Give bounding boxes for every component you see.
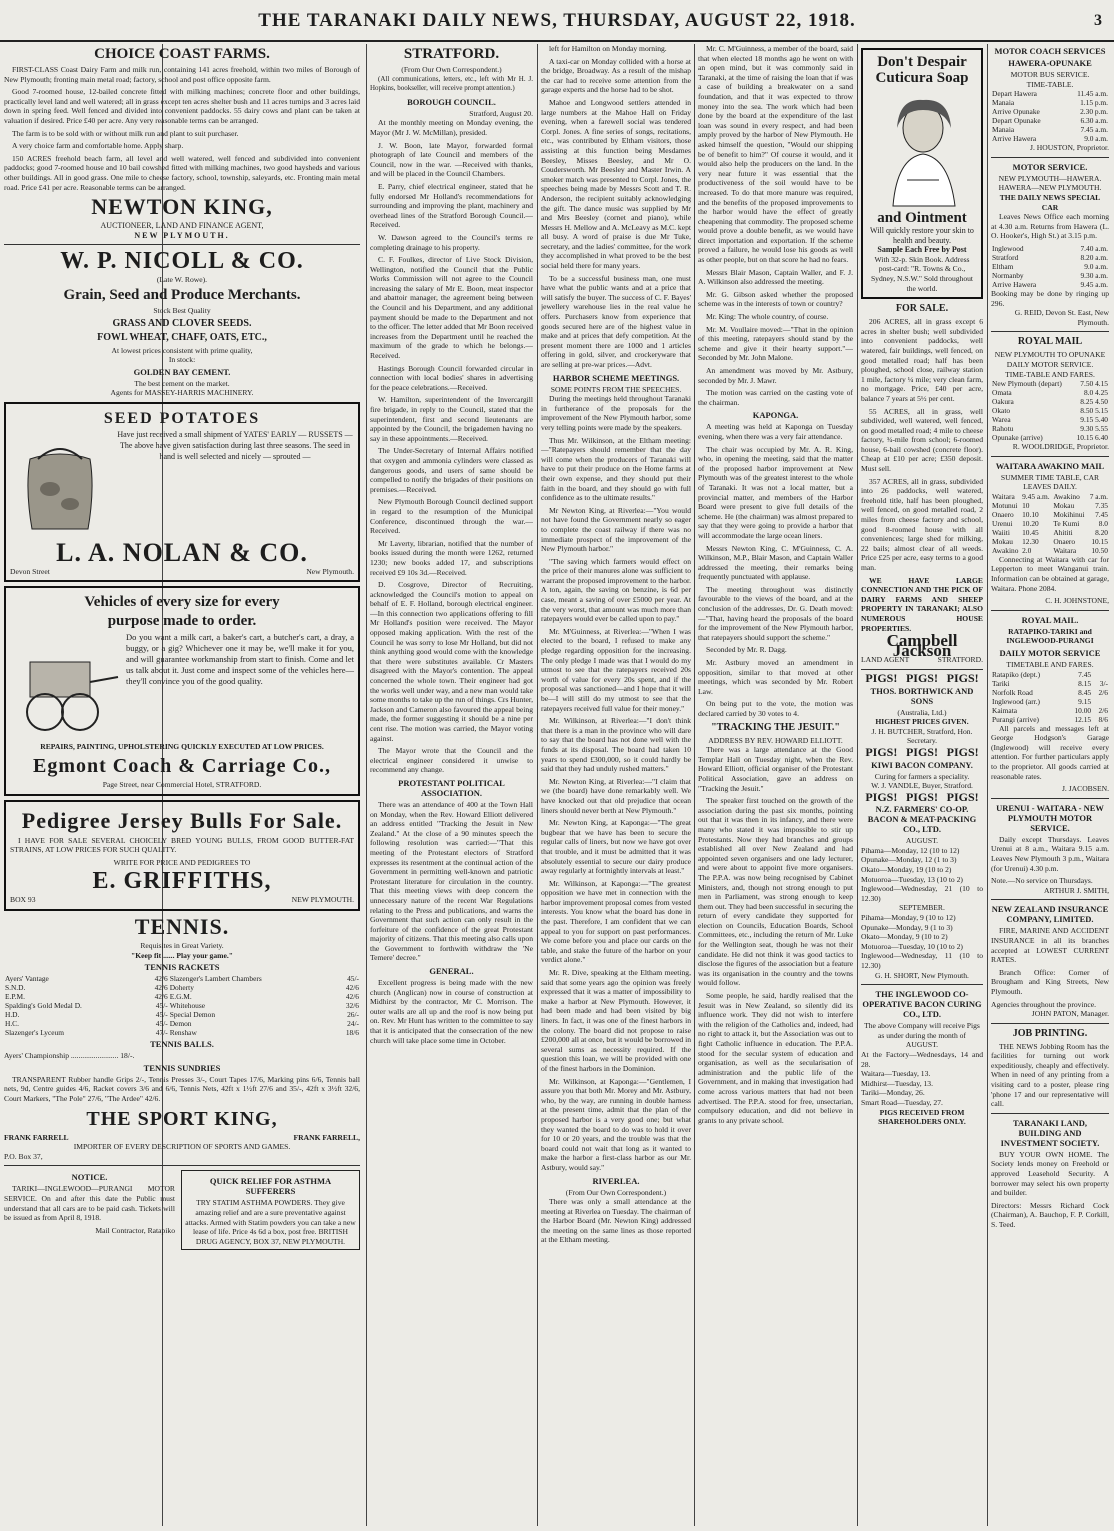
page-number: 3	[1094, 12, 1102, 29]
daily-tt: TIMETABLE AND FARES.	[1006, 660, 1094, 670]
royal-mail-2-heading: ROYAL MAIL.	[1021, 614, 1079, 625]
sport-sub: IMPORTER OF EVERY DESCRIPTION OF SPORTS AND GAMES.	[73, 1142, 291, 1152]
table-row: Okato 8.50 5.15	[992, 406, 1108, 416]
kiwi-sign: W. J. VANDLE, Buyer, Stratford.	[871, 781, 973, 791]
pigs-text: PIGS!	[946, 670, 979, 685]
table-row: Kaimata 10.00 2/6	[992, 705, 1108, 715]
nps-table	[991, 244, 1109, 289]
table-row: Purangi (arrive) 12.15 8/6	[992, 714, 1108, 724]
paragraph: Mr. M. Voullaire moved:—"That in the opinion of this meeting, ratepayers should stand by the scheme and give it their hearty support."—Seconded by Mr. John Malone.	[698, 324, 853, 363]
paragraph: Good 7-roomed house, 12-bailed concrete fitted with milking machines; concrete floor and other buildings, practically level land and well watered; all in grass except ten acres shelter bush and 11 acres turnips and 3 acres laid down in spring feed. Well fenced and divided into convenient paddocks. 55 dairy cows and plant can be taken at valuation if desired. Price £40 per acre. Any very reasonable terms can be arranged.	[4, 87, 360, 125]
job-body: THE NEWS Jobbing Room has the facilities for turning out work expeditiously, cheaply and effectively. When in need of any printing from a visiting card to a poster, please ring 'phone 17 and our representative will call.	[991, 1041, 1109, 1109]
paragraph: To be a successful business man, one must have what the public wants and at a price that will satisfy the buyer. The success of C. F. Bayes' jewellery warehouse lies in the real value he offers. Purchasers know from experience that goods secured here are of the highest value in make and at prices that defy competition. At the present moment there are 1000 and 1 articles offering in gold, silver, and crockeryware that are selling at pre-war prices.—Advt.	[541, 273, 691, 369]
borthwick-sub: (Australia, Ltd.)	[897, 707, 947, 717]
jersey-heading: Pedigree Jersey Bulls For Sale.	[21, 807, 343, 833]
table-row: Manaia 7.45 a.m.	[992, 125, 1108, 135]
urenui-heading: URENUI - WAITARA - NEW PLYMOUTH MOTOR SERVICE.	[996, 802, 1104, 833]
hawera-sign: J. HOUSTON, Proprietor.	[1030, 143, 1109, 153]
cuticura-heading: Don't Despair Cuticura Soap	[875, 54, 969, 86]
divider	[861, 669, 983, 670]
vehicles-repairs: REPAIRS, PAINTING, UPHOLSTERING QUICKLY EXECUTED AT LOW PRICES.	[40, 742, 324, 752]
tennis-rackets-heading: TENNIS RACKETS	[144, 962, 220, 973]
table-row: Inglewood (arr.) 9.15	[992, 696, 1092, 706]
paragraph: Mr. Astbury moved an amendment in opposition, similar to that moved at other meetings, which was seconded by Mr. Robert Law.	[698, 658, 853, 696]
paragraph: The Under-Secretary of Internal Affairs notified that oxygen and ammonia cylinders were classed as dangerous goods, and users of same should be compelled to notify the brigades of their positions on premises.—Received.	[370, 446, 533, 494]
paragraph: New Plymouth Borough Council declined support in regard to the resumption of the Municipal Conference, discontinued through the war.—Received.	[370, 497, 533, 536]
table-row: Rahotu 9.30 5.55	[992, 424, 1108, 434]
pigs-text: PIGS!	[865, 744, 898, 759]
table-row: Spalding's Gold Medal D. 45/- Whitehouse 32/6	[5, 1001, 359, 1011]
motor-coach-heading: MOTOR COACH SERVICES	[994, 46, 1106, 56]
nz-farmers-heading: N.Z. FARMERS' CO-OP. BACON & MEAT-PACKING CO., LTD.	[867, 804, 977, 835]
campbell-left: LAND AGENT	[861, 655, 910, 665]
urenui-body: Daily except Thursdays. Leaves Urenui at 8 a.m., Waitara 9.15 a.m. Leaves New Plymouth 3 p.m., Waitara (for Urenui) 4.30 p.m.	[991, 834, 1109, 873]
job-printing-heading: JOB PRINTING.	[1012, 1027, 1088, 1039]
pigs-banner	[861, 744, 983, 759]
divider	[991, 899, 1109, 900]
borthwick-heading: THOS. BORTHWICK AND SONS	[870, 685, 974, 706]
egmont-address: Page Street, near Commercial Hotel, STRATFORD.	[102, 780, 262, 790]
hawera-tt: TIME-TABLE.	[1026, 79, 1074, 89]
newspaper-title: THE TARANAKI DAILY NEWS, THURSDAY, AUGUST 22, 1918.	[258, 10, 856, 31]
tennis-sundries-heading: TENNIS SUNDRIES	[143, 1062, 221, 1073]
divider	[991, 331, 1109, 332]
riverlea-heading: RIVERLEA.	[592, 1175, 640, 1186]
newton-king-name: NEWTON KING,	[91, 194, 273, 220]
inglewood-schedule: At the Factory—Wednesdays, 14 and 28. Waitara—Tuesday, 13. Midhirst—Tuesday, 13. Tariki—Monday, 26. Smart Road—Tuesday, 27.	[861, 1049, 983, 1107]
cuticura-address: With 32-p. Skin Book. Address post-card: "R. Towns & Co., Sydney, N.S.W." Sold throughout the world.	[870, 254, 974, 293]
asthma-body: TRY STATIM ASTHMA POWDERS. They give amazing relief and are a sure preventative against attacks. Armed with Statim powders you can take a new lease of life. Price 4s 6d a box, post free. BRITISH DRUG AGENCY, BOX 37, NEW PLYMOUTH.	[185, 1198, 356, 1246]
paragraph: 206 ACRES, all in grass except 6 acres in shelter bush; well subdivided into convenient paddocks, well watered, fair buildings, well fenced, on good metalled road; half has been ploughed, school close, railway station 1 mile, factory ¼ mile; very clean farm, no mortgage. Price, £40 per acre, balance 7 years at 5½ per cent.	[861, 317, 983, 403]
paragraph: 55 ACRES, all in grass, well subdivided, well watered, well fenced, on good metalled road; 4 mile to cheese factory, ¾-mile from school; 6-roomed house, 6-bail cowshed (concrete floor). Cheap at £10 per acre; £350 deposit. Must sell.	[861, 406, 983, 474]
table-row: Inglewood 7.40 a.m.	[992, 243, 1108, 253]
griffiths-box: BOX 93	[10, 895, 36, 905]
paragraph: An amendment was moved by Mr. Astbury, seconded by Mr. J. Mawr.	[698, 366, 853, 385]
table-row: Depart Opunake 6.30 a.m.	[992, 116, 1108, 126]
paragraph: Hastings Borough Council forwarded circular in connection with local bodies' shares in advertising for the peace celebrations.—Received.	[370, 363, 533, 392]
paragraph: (All communications, letters, etc., left with Mr H. J. Hopkins, bookseller, will receive prompt attention.)	[370, 74, 533, 93]
asthma-heading: QUICK RELIEF FOR ASTHMA SUFFERERS	[209, 1176, 332, 1197]
paragraph: J. W. Boon, late Mayor, forwarded formal photograph of late Council and members of the Council, now in the war. —Received with thanks, and will be placed in the Council Chambers.	[370, 140, 533, 179]
paragraph: Mahoe and Longwood settlers attended in large numbers at the Mahoe Hall on Friday evening, when a farewell social was tendered Corpl. Jones. A fine series of songs, recitations, etc., was contributed by Eltham visitors, those assisting at this function being Mesdames Beesley, Misses Beesley, and Mr O. Coudersworth. Mr Beesley and Master Irwin. A smoker match was presented to Corpl. Jones, the speeches being made by Messrs Scott and T. R. Anderson, the recipient suitably acknowledging the gift. The dance music was supplied by Mr and Mrs Beesley (cornet and piano), while Messrs H. Mellow and A. McLeavy as M.C. kept all busy. A word of praise is due Mr Tuke, secretary, and the ladies' committee, for the work they accomplished in what proved to be the best social held there for many years.	[541, 97, 691, 271]
jesuit-heading: "TRACKING THE JESUIT."	[711, 721, 840, 733]
divider	[991, 1113, 1109, 1114]
table-row: H.D. 45/- Special Demon 26/-	[5, 1010, 359, 1020]
paragraph: A taxi-car on Monday collided with a horse at the bridge, Broadway. As a result of the mishap the car had to receive some attention from the garage experts and the horse had to be shot.	[541, 56, 691, 95]
daily-motor-heading: DAILY MOTOR SERVICE	[999, 648, 1101, 659]
table-row: Arrive Hawera 9.45 a.m.	[992, 279, 1108, 289]
sport-left: FRANK FARRELL	[4, 1132, 69, 1142]
dateline: Stratford, August 20.	[469, 108, 533, 118]
paragraph: A meeting was held at Kaponga on Tuesday evening, when there was a very fair attendance.	[698, 422, 853, 441]
column-rule	[366, 44, 367, 1526]
nzi-sign: JOHN PATON, Manager.	[1031, 1009, 1109, 1019]
kiwi-body: Curing for farmers a speciality.	[874, 771, 970, 781]
land-body: BUY YOUR OWN HOME. The Society lends money on Freehold or approved Leasehold Security. A borrower may select his own property and builder.	[991, 1149, 1109, 1198]
kaponga-heading: KAPONGA.	[752, 410, 799, 421]
paragraph: During the meetings held throughout Taranaki in furtherance of the proposals for the improvement of the New Plymouth harbor, some very telling points were made by the speakers.	[541, 394, 691, 432]
nzi-agencies: Agencies throughout the province.	[991, 999, 1097, 1009]
paragraph: Mr. Newton King, at Riverlea:—"I claim that we (the board) have done remarkably well. We have knocked out that old prejudice that ocean liners should never berth at New Plymouth."	[541, 776, 691, 815]
table-row: H.C. 45/- Demon 24/-	[5, 1019, 359, 1029]
paragraph: Mr. G. Gibson asked whether the proposed scheme was in the interests of town or country?	[698, 289, 853, 309]
paragraph: Thus Mr. Wilkinson, at the Eltham meeting:—"Ratepayers should remember that the day will come when the producers of Taranaki will have to put their produce on the Home farms at their own expense, and they should put their faith in the board, and they should go with full confidence as to the ultimate results."	[541, 435, 691, 503]
table-row: Arrive Hawera 9.0 a.m.	[992, 134, 1108, 144]
inglewood-share: PIGS RECEIVED FROM SHAREHOLDERS ONLY.	[878, 1107, 966, 1127]
tennis-sundries-body: TRANSPARENT Rubber handle Grips 2/-, Tennis Presses 3/-, Court Tapes 17/6, Marking pins 6/6, Tennis ball nets, 9d, Centre guides 4/6, Racket covers 3/6 and 6/6, Tennis Nets, 42ft x 1½ft 27/6 and 35/-, 42ft x 3½ft 32/6, Court Markers, "The Pole" 27/6, "The Ardee" 42/6.	[4, 1074, 360, 1103]
table-row: Tariki 8.15 3/-	[992, 678, 1108, 688]
paragraph: Mr Newton King, at Riverlea:—"You would not have found the Government nearly so eager to complete the coast railway if there was no immediate prospect of the improvement of the New Plymouth harbor."	[541, 505, 691, 554]
nz-schedule-august: Pihama—Monday, 12 (10 to 12) Opunake—Monday, 12 (1 to 3) Okato—Monday, 19 (10 to 2) Motuoroa—Tuesday, 13 (10 to 2) Inglewood—Wednesday, 21 (10 to 12.30)	[861, 845, 983, 903]
paragraph: E. Parry, chief electrical engineer, stated that he fully endorsed Mr Holland's recommendations for surrounding and improving the plant, machinery and overhead lines of the Stratford Borough Council.—Received.	[370, 181, 533, 230]
nicoll-heading: Grain, Seed and Produce Merchants.	[63, 286, 301, 303]
jesuit-sub: ADDRESS BY REV. HOWARD ELLIOTT.	[708, 735, 843, 745]
column-rule	[857, 44, 858, 1526]
cuticura-body: Will quickly restore your skin to health and beauty.	[870, 226, 974, 245]
waitara-sign: C. H. JOHNSTONE,	[1045, 596, 1109, 606]
table-row: Onaero 10.10 Mokihinui 7.45	[992, 509, 1108, 519]
table-row: Depart Hawera 11.45 a.m.	[992, 89, 1108, 99]
paragraph: On being put to the vote, the motion was declared carried by 30 votes to 4.	[698, 699, 853, 718]
nzi-body: FIRE, MARINE AND ACCIDENT INSURANCE in all its branches accepted at LOWEST CURRENT RATES.	[991, 926, 1109, 965]
divider	[991, 798, 1109, 799]
pigs-banner	[861, 670, 983, 685]
harbor-sub: SOME POINTS FROM THE SPEECHES.	[550, 384, 682, 394]
royal-mail-heading: ROYAL MAIL	[1017, 336, 1083, 348]
column-rule	[694, 44, 695, 1526]
nicoll-price: At lowest prices consistent with prime quality,	[111, 345, 253, 355]
cuticura-ointment: and Ointment	[877, 210, 967, 226]
table-row: Eltham 9.0 a.m.	[992, 261, 1108, 271]
nicoll-late: (Late W. Rowe).	[156, 275, 208, 285]
nps-sub: NEW PLYMOUTH—HAWERA.	[998, 173, 1102, 183]
campbell-jackson-name: Campbell Jackson	[886, 631, 958, 660]
pigs-text: PIGS!	[865, 789, 898, 804]
hawera-heading: HAWERA-OPUNAKE	[1008, 58, 1092, 68]
nicoll-name: W. P. NICOLL & CO.	[60, 248, 304, 275]
pigs-text: PIGS!	[905, 744, 938, 759]
jersey-write: WRITE FOR PRICE AND PEDIGREES TO	[113, 857, 251, 867]
seed-heading: SEED POTATOES	[103, 409, 261, 427]
choice-farms-heading: CHOICE COAST FARMS.	[94, 46, 270, 62]
pigs-text: PIGS!	[946, 744, 979, 759]
table-row: Mokau 12.30 Onaero 10.15	[992, 536, 1108, 546]
newton-king-town: NEW PLYMOUTH.	[134, 230, 230, 240]
table-row: E.P.M. 42/6 E.G.M. 42/6	[5, 992, 359, 1002]
tennis-champ: Ayers' Championship ......................... 18/-.	[4, 1051, 135, 1061]
paragraph: Mr. King: The whole country, of course.	[706, 312, 829, 322]
waitara-table	[991, 492, 1109, 555]
paragraph: 357 ACRES, all in grass, subdivided into 26 paddocks, well watered, freehold title, half has been ploughed, well fenced, on good metalled road, 2 miles from cheese factory and school, good 8-roomed house with all conveniences; large shed for milking, 22 bails; almost clear of all weeds. Price £25 per acre, easy terms to a good man.	[861, 476, 983, 572]
borough-council-heading: BOROUGH COUNCIL.	[407, 96, 496, 107]
divider	[991, 456, 1109, 457]
paragraph: W. Dawson agreed to the Council's terms re completing drainage to his property.	[370, 232, 533, 252]
paragraph: The chair was occupied by Mr. A. R. King, who, in opening the meeting, said that the matter of the proposed harbor improvement at New Plymouth was of the greatest interest to the whole of Taranaki. It was not a local matter, but a provincial matter, and members of the Harbor Board were present to give full details of the scheme. He (the chairman) was almost prepared to say that they were going to provide a harbor that will accommodate the large ocean liners.	[698, 444, 853, 540]
paragraph: Some people, he said, hardly realised that the Jesuit was in New Zealand, so silently did its influence work. They did not wish to interfere with the religion of the Catholics and, indeed, had no right to attack it, but the Association was out to fight Catholic influence in education. The P.P.A. stood for the secular system of education and organisation, as well as the secularisation of administration and the public life of the Government, and in making that investigation had come across various matters that had not been advertised. The P.P.A. stood for free, unsectarian, compulsory education, and did not believe in grants to any private school.	[698, 991, 853, 1125]
protestant-heading: PROTESTANT POLITICAL ASSOCIATION.	[398, 777, 505, 798]
urenui-sign: ARTHUR J. SMITH,	[1044, 885, 1109, 895]
campbell-right: STRATFORD.	[937, 655, 983, 665]
column-5	[861, 44, 983, 1524]
paragraph: The motion was carried on the casting vote of the chairman.	[698, 388, 853, 407]
sport-king-heading: THE SPORT KING,	[86, 1107, 278, 1130]
divider	[861, 984, 983, 985]
table-row: Stratford 8.20 a.m.	[992, 252, 1108, 262]
sport-right: FRANK FARRELL,	[293, 1132, 360, 1142]
kiwi-heading: KIWI BACON COMPANY.	[871, 759, 973, 770]
nicoll-best: The best cement on the market.	[134, 378, 230, 388]
vehicles-body: Do you want a milk cart, a baker's cart, a butcher's cart, a dray, a buggy, or a gig? Whichever one it may be, we'll make it for you, and will guarantee workmanship from start to finish. Come and let us talk about it. Just come and inspect some of the vehicles here—they'll convince you of the good quality.	[126, 632, 354, 687]
table-row: Urenui 10.20 Te Kumi 8.0	[992, 518, 1108, 528]
column-3	[541, 44, 691, 1524]
borthwick-body: HIGHEST PRICES GIVEN.	[875, 717, 969, 727]
nz-insurance-heading: NEW ZEALAND INSURANCE COMPANY, LIMITED.	[991, 904, 1109, 925]
land-sign: Directors: Messrs Richard Cock (Chairman), A. Bauchop, F. P. Corkill, S. Teed.	[991, 1200, 1109, 1229]
masthead	[0, 0, 1114, 42]
egmont-name: Egmont Coach & Carriage Co.,	[33, 755, 331, 778]
ratapiko-table	[991, 670, 1109, 724]
paragraph: Mr. C. M'Guinness, a member of the board, said that when elected 18 months ago he went on with an open mind, but it was commonly said in Taranaki, at the time of raising the loan that if was a case of building a breakwater on a sand foundation, and that it was expected to throw money into the sea. The work which had been done by the board at the expenditure of the last loan was sound in every respect, and had been amply proved by the harbor of New Plymouth. He asked himself the question, "Would our shipping be of benefit to him?" Of course it would, and it would also help the producers on the land. In the very near future it was essential that the productiveness of the soil would have to be increased. To do that more manure was required, and the benefits of the proposed improvements to the harbor would have the effect of greatly cheapening that commodity. The proposed scheme would prove a double benefit, as we would have direct importation and exportation. If the scheme proved a failure, he would lose his goods as well as other people, but on that score he had no fears.	[698, 44, 853, 265]
paragraph: At the monthly meeting on Monday evening, the Mayor (Mr J. W. McMillan), presided.	[370, 118, 533, 137]
vehicles-heading: Vehicles of every size for every	[84, 594, 280, 611]
tennis-sub: Requisites in Great Variety.	[140, 941, 224, 951]
urenui-note: Note.—No service on Thursdays.	[991, 876, 1093, 886]
land-society-heading: TARANAKI LAND, BUILDING AND INVESTMENT SOCIETY.	[1000, 1117, 1100, 1148]
griffiths-name: E. GRIFFITHS,	[92, 868, 272, 895]
column-1b	[166, 44, 362, 1524]
nolan-name: L. A. NOLAN & CO.	[56, 537, 308, 567]
table-row: Waitara 9.45 a.m. Awakino 7 a.m.	[992, 491, 1108, 501]
nicoll-grass: GRASS AND CLOVER SEEDS.	[112, 317, 252, 329]
table-row: New Plymouth (depart) 7.50 4.15	[992, 379, 1108, 389]
table-row: Manaia 1.15 p.m.	[992, 98, 1108, 108]
nps-heading: MOTOR SERVICE.	[1012, 161, 1088, 172]
table-row: Warea 9.15 5.40	[992, 415, 1108, 425]
for-sale-heading: FOR SALE.	[895, 303, 949, 315]
waitara-sub: SUMMER TIME TABLE, CAR LEAVES DAILY.	[1000, 472, 1100, 492]
pigs-text: PIGS!	[865, 670, 898, 685]
table-row: Ratapiko (dept.) 7.45	[992, 669, 1092, 679]
paragraph: Mr. Newton King, at Kaponga:—"The great bugbear that we have has been to secure the regular calls of liners, but now we have got over that trouble, and it must be admitted that it was absolutely essential to secure our dairy produce away regularly at fortnightly intervals at least."	[541, 818, 691, 876]
hawera-table	[991, 89, 1109, 143]
tennis-balls-heading: TENNIS BALLS.	[150, 1039, 214, 1050]
paragraph: Messrs Blair Mason, Captain Waller, and F. J. A. Wilkinson also addressed the meeting.	[698, 267, 853, 287]
table-row: Oakura 8.25 4.50	[992, 397, 1108, 407]
divider	[991, 610, 1109, 611]
sport-box: P.O. Box 37,	[4, 1151, 43, 1161]
hawera-sub: MOTOR BUS SERVICE.	[1010, 70, 1090, 79]
table-row: Motunui 10 Mokau 7.35	[992, 500, 1108, 510]
royal-table	[991, 379, 1109, 442]
borthwick-agent: J. H. BUTCHER, Stratford, Hon. Secretary.	[871, 726, 973, 746]
table-row: Slazenger's Lyceum 47/- Renshaw 18/6	[5, 1028, 359, 1038]
waitara-heading: WAITARA AWAKINO MAIL	[995, 460, 1105, 471]
paragraph: There was an attendance of 400 at the Town Hall on Monday, when the Rev. Howard Elliott delivered an address entitled "Tracking the Jesuit in New Zealand." At the close of a 90 minutes speech the following resolution was carried:—"That this meeting of the Protestant electors of Stratford expresses its resentment at the continual action of the Government in permitting well-known and patriotic Protestant literature for circulation in the country. That this meeting views with deep concern the unnecessary nature of the recent War Regulations relating to the Press and publications, and warns the Government that such action can only result in the forfeiture of the confidence of the great Protestant majority of citizens. That this meeting also calls upon the Government to forthwith withdraw the 'Ne Temere' decree."	[370, 799, 533, 963]
inglewood-august: AUGUST.	[905, 1040, 939, 1050]
paragraph: 150 ACRES freehold beach farm, all level and well watered, well fenced and subdivided into convenient paddocks; good 7-roomed house and 10 bail cowshed fitted with milking machines, two good haysheds and various other buildings. All in good grass. One mile to cheese factory, school, township, saleyards, etc. Fronting main metal road. Price £41 per acre. Reasonable terms can be arranged.	[4, 153, 360, 192]
paragraph: left for Hamilton on Monday morning.	[549, 44, 667, 53]
jersey-body: I HAVE FOR SALE SEVERAL CHOICELY BRED YOUNG BULLS, FROM GOOD BUTTER-FAT STRAINS, AT LOW PRICES FOR SUCH QUALITY.	[10, 835, 354, 855]
column-4	[698, 44, 853, 1524]
seed-body: Have just received a small shipment of YATES' EARLY — RUSSETS — The above have given satisfaction during last three seasons. The seed in hand is well selected and nicely — sprouted —	[117, 429, 353, 461]
table-row: Opunake (arrive) 10.15 6.40	[992, 433, 1108, 443]
column-7	[991, 44, 1109, 1524]
paragraph: The Mayor wrote that the Council and the electrical engineer considered it unwise to recommend any change.	[370, 746, 533, 775]
paragraph: Mr. Wilkinson, at Kaponga:—"Gentlemen, I assure you that both Mr. Morey and Mr. Astbury, who, by the way, are running in double harness at the present time, admit that the plan of the proposed harbor is a very good one; but what they wanted the board to do was to hold it over for 10 or 20 years, and the trouble was that the board could not wait that long as it wanted to make the harbor a first-class harbor as our Mr. Astbury, would say."	[541, 1076, 691, 1172]
column-rule	[987, 44, 988, 1526]
nicoll-fowl: FOWL WHEAT, CHAFF, OATS, ETC.,	[97, 331, 267, 343]
royal-tt: TIME-TABLE AND FARES.	[1005, 369, 1095, 379]
nicoll-stock: Stock Best Quality	[153, 305, 211, 315]
inglewood-heading: THE INGLEWOOD CO-OPERATIVE BACON CURING CO., LTD.	[862, 989, 982, 1020]
ratapiko-body: All parcels and messages left at George Hodgson's Garage (Inglewood) will receive every attention. For further particulars apply to the proprietor. All goods carried at reasonable rates.	[991, 723, 1109, 781]
table-row: Normanby 9.30 a.m.	[992, 270, 1108, 280]
nolan-town: New Plymouth.	[306, 566, 354, 576]
paragraph: Excellent progress is being made with the new church (Anglican) now in course of construction at Midhirst by the contractor, Mr C. Morrison. The outer walls are all up and the roof is now being put on. Rev. Mr Hunt has written to the committee to say that it is anticipated that the consecration of the new church will take place some time in October.	[370, 978, 533, 1045]
paragraph: Mr. Wilkinson, at Kaponga:—"The greatest opposition we have met in connection with the harbor improvement proposal comes from vested interests. You know what the board has done in the past. Therefore, I am confident that we can appeal to you for support on past performances. We come before you and place our cards on the table, and stake the future of the harbor on your verdict alone."	[541, 878, 691, 965]
divider	[991, 1023, 1109, 1024]
paragraph: Mr Laverty, librarian, notified that the number of books issued during the month were 1262, returned 1230; new books added 17, and subscriptions received £9 10s 3d.—Received.	[370, 538, 533, 577]
table-row: Waiiti 10.45 Ahititi 8.20	[992, 527, 1108, 537]
newton-king-sub: AUCTIONEER, LAND AND FINANCE AGENT,	[100, 221, 264, 231]
nps-daily: THE DAILY NEWS SPECIAL CAR	[999, 192, 1101, 212]
column-rule	[537, 44, 538, 1526]
nps-sub2: HAWERA—NEW PLYMOUTH.	[998, 183, 1102, 193]
ratapiko-sign: J. JACOBSEN.	[1061, 784, 1109, 794]
pigs-text: PIGS!	[905, 670, 938, 685]
paragraph: Mr. M'Guinness, at Riverlea:—"When I was elected to the board, I refused to make any pledge regarding opposition for the increasing. The only pledge I made was that I would do my utmost to see that the ratepayers received 20s worth of value for every 20s spent, and if the proposal was sanctioned—and I hope that it will be—I will still do my utmost to see that the ratepayers received full value for their money."	[541, 626, 691, 713]
table-row: Arrive Opunake 2.30 p.m.	[992, 107, 1108, 117]
paragraph: Messrs Newton King, C. M'Guinness, C. A. Wilkinson, M.P., Blair Mason, and Captain Waller addressed the meeting, their remarks being frequently punctuated with applause.	[698, 543, 853, 582]
tennis-heading: TENNIS.	[134, 914, 230, 940]
divider	[991, 157, 1109, 158]
notice-sign: Mail Contractor, Ratapiko	[95, 1225, 175, 1235]
general-heading: GENERAL.	[429, 966, 474, 977]
vehicles-heading-2: purpose made to order.	[107, 613, 257, 630]
paragraph: The farm is to be sold with or without milk run and plant to suit purchaser.	[12, 128, 239, 138]
nps-body: Leaves News Office each morning at 4.30 a.m. Returns from Hawera (L. O. Hooker's, High St.) at 3.15 p.m.	[991, 212, 1109, 241]
nicoll-agents: Agents for MASSEY-HARRIS MACHINERY.	[110, 388, 254, 398]
cuticura-ad	[861, 48, 983, 299]
paragraph: Mr. R. Dive, speaking at the Eltham meeting, said that some years ago the opinion was freely expressed that it was a matter of impossibility to make a harbor at New Plymouth. However, it had been made and had been visited by big liners. In fact, it was one of the finest harbors in the colony. The board did not propose to raise £200,000 all at once, but it would be borrowed in several sums as necessity required. If the question this loan, we will be provided with one of the finest harbors in the Dominion.	[541, 968, 691, 1073]
ratapiko-heading: RATAPIKO-TARIKI and INGLEWOOD-PURANGI	[1006, 626, 1094, 646]
nzi-branch: Branch Office: Corner of Brougham and King Streets, New Plymouth.	[991, 967, 1109, 996]
table-row: Omata 8.0 4.25	[992, 388, 1108, 398]
paragraph: There was a large attendance at the Good Templar Hall on Tuesday night, when the Rev. Howard Elliott, official organiser of the Protestant Political Association, gave an address on "Tracking the Jesuit."	[698, 745, 853, 793]
waitara-body: Connecting at Waitara with car for Lepperton to meet Wanganui train. Information can be obtained at garage, Waitara. Phone 2084.	[991, 554, 1109, 593]
paragraph: The meeting throughout was distinctly favourable to the views of the board, and at the conclusion of the addresses, Dr. G. Death moved:—"That, having heard the proposals of the board for the improvement of the New Plymouth harbor, that ratepayers should support the scheme."	[698, 584, 853, 642]
paragraph: A very choice farm and comfortable home. Apply sharp.	[12, 141, 184, 151]
paragraph: There was only a small attendance at the meeting at Riverlea on Tuesday. The chairman of the Harbor Board (Mr. Newton King) addressed the meeting on the same lines as those reported at the Eltham meeting.	[541, 1197, 691, 1245]
nps-sign: G. REID, Devon St. East, New Plymouth.	[1014, 308, 1109, 327]
nicoll-instock: In stock:	[168, 355, 196, 365]
paragraph: FIRST-CLASS Coast Dairy Farm and milk run, containing 141 acres freehold, within two miles of Borough of New Plymouth; fronting main metal road; factory, school and post office opposite farm.	[4, 65, 360, 84]
pigs-banner	[861, 789, 983, 804]
nz-september: SEPTEMBER.	[899, 903, 945, 913]
table-row: S.N.D. 42/6 Doherty 42/6	[5, 983, 359, 993]
nz-sign: G. H. SHORT, New Plymouth.	[875, 970, 969, 980]
griffiths-town: NEW PLYMOUTH.	[291, 895, 354, 905]
inglewood-body: The above Company will receive Pigs as under during the month of	[864, 1021, 980, 1040]
stratford-heading: STRATFORD.	[403, 46, 500, 62]
royal-sign: R. WOOLDRIDGE, Proprietor.	[1012, 442, 1109, 452]
column-2	[370, 44, 533, 1524]
cuticura-sample: Sample Each Free by Post	[877, 245, 967, 255]
royal-sub: NEW PLYMOUTH TO OPUNAKE DAILY MOTOR SERVICE.	[994, 350, 1106, 369]
paragraph: "The saving which farmers would effect on the price of their manures alone was sufficient to warrant the proposed improvement to the harbor. A ton, again, the saving on benzine, is 6d per case, meant a saving of over £5000 per year. At the very worst, that amount was much more than ratepayers would ever be called upon to pay."	[541, 556, 691, 624]
paragraph: The speaker first touched on the growth of the association during the past six months, pointing out that it was then in its infancy, and there were many who stated it was impossible to stir up Protestants. Now they had branches and groups established all over New Zealand and had appointed seven organisers and one lady lecturer, and were about to appoint five more organisers. The P.P.A. was now being recognised by Cabinet Ministers, and, though not strong enough to put men in Parliament, was strong enough to keep them out. They had been successful in securing the return of every candidate they supported for election on Councils, Education Boards, School Committees, etc., including the return of Mr. Luke for the Wellington seat, though he was not their candidate. He did not think it was good tactics to disclose the figures of the association but a feature was its organisation in the country and the towns would follow.	[698, 796, 853, 988]
pigs-text: PIGS!	[905, 789, 938, 804]
nz-august: AUGUST.	[905, 836, 939, 846]
potato-bag-illustration	[10, 429, 110, 539]
nz-schedule-september: Pihama—Monday, 9 (10 to 12) Opunake—Monday, 9 (1 to 3) Okato—Monday, 9 (10 to 2) Motuoroa—Tuesday, 10 (10 to 2) Inglewood—Wednesday, 11 (10 to 12.30)	[861, 913, 983, 970]
cart-illustration	[10, 632, 120, 742]
woman-portrait-illustration	[867, 88, 977, 208]
table-row: Awakino 2.0 Waitara 10.50	[992, 545, 1108, 555]
paragraph: C. F. Foulkes, director of Live Stock Division, Wellington, notified the Council that the Public Works Commission will not agree to the Council increasing the salary of Mr E. Boon, meat inspector and abattoir manager, the agreement being between the Council and his Department, and any additional payment should be made to the Department and not to the officer. The letter added that Mr Boon received increases from the Department until he reached the maximum of the grade to which he belongs.—Received.	[370, 255, 533, 361]
paragraph: D. Cosgrove, Director of Recruiting, acknowledged the Council's motion to appeal on behalf of E. F. Holland, borough electrical engineer.—In this connection two applications offering to fill Mr Holland's position were received. The Mayor opposed making application. With the rest of the Council he was sorry to lose Mr Holland, but did not think anything good would come with the knowledge that there were substitutes available. Cr Masters disagreed with the Mayor's contention. The appeal concerned the whole town. Their engineer had got the works well under way, and a new man would take some months to take up the run of things. Crs Hunter, Jackson and Cameron also favoured the appeal being made, the former suggesting it should be a nine per cent rise. The motion was carried, the Mayor voting against.	[370, 580, 533, 743]
pigs-text: PIGS!	[946, 789, 979, 804]
paragraph: Seconded by Mr. R. Dagg.	[706, 645, 787, 655]
nps-book: Booking may be done by ringing up 296.	[991, 288, 1109, 308]
paragraph: W. Hamilton, superintendent of the Invercargill fire brigade, in reply to the Council, stated that the superintendent, first and second lieutenants are appointed by the Council, the brigademen having no say in these appointments.—Received.	[370, 395, 533, 443]
paragraph: WE HAVE LARGE CONNECTION AND THE PICK OF DAIRY FARMS AND SHEEP PROPERTY IN TARANAKI; ALSO NUMEROUS HOUSE PROPERTIES.	[861, 575, 983, 633]
notice-body: TARIKI—INGLEWOOD—PURANGI MOTOR SERVICE. On and after this date the Public must understand that all cars are to be paid cash. Tickets will be issued as from April 8, 1918.	[4, 1184, 175, 1223]
tennis-keep: "Keep fit ...... Play your game."	[131, 950, 233, 960]
nolan-street: Devon Street	[10, 566, 50, 576]
table-row: Norfolk Road 8.45 2/6	[992, 687, 1108, 697]
harbor-heading: HARBOR SCHEME MEETINGS.	[552, 372, 680, 383]
nicoll-cement: GOLDEN BAY CEMENT.	[133, 366, 231, 377]
table-row: Ayers' Vantage 42/6 Slazenger's Lambert Chambers 45/-	[5, 974, 359, 984]
correspondent-note: (From Our Own Correspondent.)	[401, 65, 502, 74]
notice-heading: NOTICE.	[71, 1172, 108, 1183]
riverlea-sub: (From Our Own Correspondent.)	[565, 1187, 667, 1197]
paragraph: Mr. Wilkinson, at Riverlea:—"I don't think that there is a man in the province who will dare to say that the board has not done well with the funds at its disposal. The board had taken 10 years to spend £300,000, so it could hardly be said that they had unduly rushed matters."	[541, 716, 691, 774]
